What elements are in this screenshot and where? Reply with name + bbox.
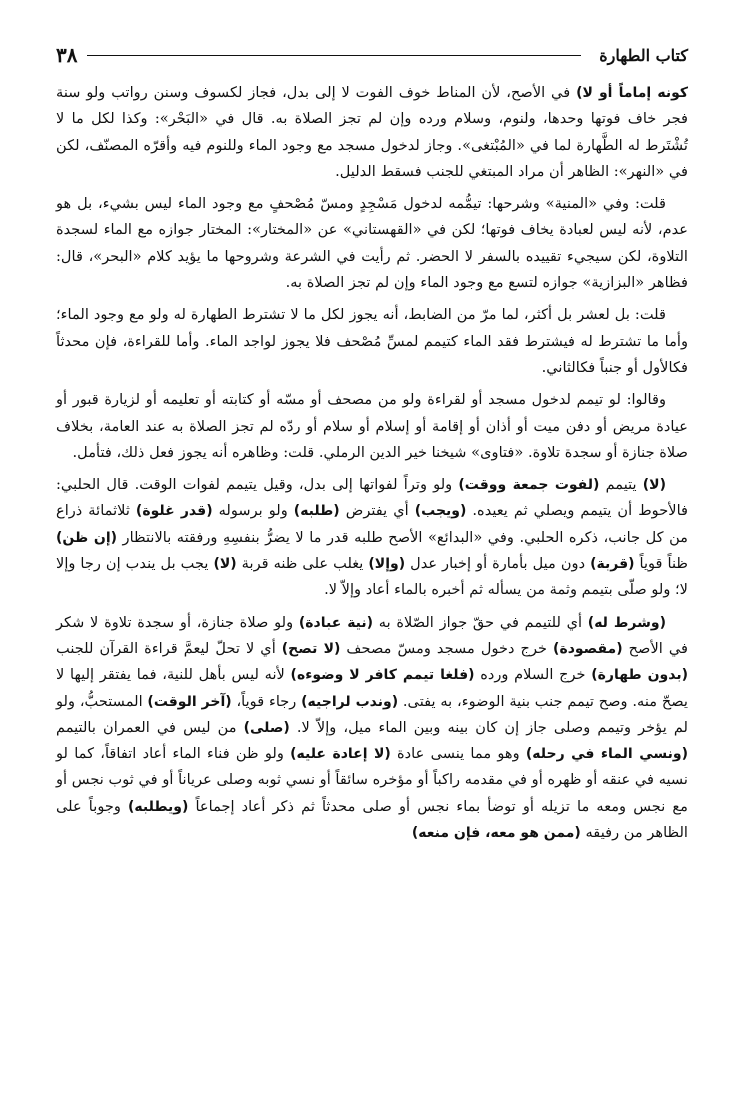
commentary-text: المستحبُّ، ولو لم يؤخر وتيمم وصلى جاز إن كان بينه وبين الماء ميل، وإلاّ لا. [56,692,688,736]
commentary-text: يتيمم [599,476,643,494]
matn-text: (لا إعادة عليه) [290,746,391,763]
matn-text: (لا) [213,556,237,573]
matn-text: كونه إماماً أو لا) [576,85,688,101]
commentary-text: من ليس في العمران بالتيمم [56,718,244,736]
matn-text: (لا تصح) [281,640,341,657]
matn-text: (لا) [642,477,667,494]
matn-text: (ممن هو معه، فإن منعه) [411,825,581,842]
commentary-text: وجوباً على الظاهر من رفيقه [56,797,688,842]
matn-text: (صلى) [243,719,290,736]
matn-text: (لفوت جمعة ووقت) [458,477,600,494]
commentary-text: ولو برسوله [212,502,294,520]
matn-text: (آخر الوقت) [147,693,232,710]
commentary-text: وقالوا: لو تيمم لدخول مسجد أو لقراءة ولو من مصحف أو مسّه أو كتابته أو تعليمه أو لزيارة قبور أو عيادة مريض أو دفن ميت أو أذان أو إقامة أو إسلام أو سلام أو ردّه لم تجز الصلاة به عند العامة، بخلاف صلاة جنازة أو سجدة تلاوة. «فتاوى» شيخنا خير الدين الرملي. قلت: وظاهره أنه يجوز فعل ذلك، فتأمل. [56,391,688,461]
commentary-text: قلت: وفي «المنية» وشرحها: تيمُّمه لدخول مَسْجِدٍ ومسّ مُصْحفٍ مع وجود الماء ليس بشيء، بل هو عدم، لأنه ليس لعبادة يخاف فوتها؛ لكن في «القهستاني» عن «المختار»: المختار جوازه مع الماء لسجدة التلاوة، لكن سيجيء تقييده بالسفر لا الحضر. ثم رأيت في الشرعة وشروحها ما يؤيد كلام «البحر»، قال: فظاهر «البزازية» جوازه لتسع مع وجود الماء وإن لم تجز الصلاة به. [56,195,688,292]
commentary-text: لأنه ليس بأهل للنية، فما يفتقر إليها لا يصحّ منه. وصح تيمم جنب بنية الوضوء، به يفتى. [56,666,688,710]
commentary-text: دون ميل بأمارة أو إخبار عدل [405,555,591,573]
commentary-text: قلت: بل لعشر بل أكثر، لما مرّ من الضابط، أنه يجوز لكل ما لا تشترط الطهارة له ولو مع وجود الماء؛ وأما ما تشترط له فيشترط فقد الماء كتيمم لمسِّ مُصْحف فلا يجوز لواجد الماء. وأما للقراءة، فإن محدثاً فكالأول أو جنباً فكالثاني. [56,306,688,376]
header-rule [87,55,581,56]
matn-text: (وإلا) [368,556,406,573]
commentary-text: خرج السلام ورده [474,666,592,684]
chapter-title: كتاب الطهارة [599,45,688,65]
commentary-text: يجب بل يندب إن رجا وإلا لا؛ ولو صلّى بتيمم وثمة من يسأله ثم أخبره بالماء أعاد وإلاّ لا. [56,555,688,599]
matn-text: (ونسي الماء في رحله) [525,746,688,763]
matn-text: (طلبه) [293,503,340,520]
paragraph [56,610,688,847]
running-header [56,40,688,70]
matn-text: (وندب لراجيه) [301,693,399,710]
paragraph [56,387,688,466]
commentary-text: خرج دخول مسجد ومسّ مصحف [340,639,554,657]
commentary-text: ولو وتراً لفواتها إلى بدل، وقيل يتيمم لفوات الوقت. قال الحلبي: فالأحوط أن يتيمم ويصلي ثم يعيده. [56,476,688,520]
paragraph [56,472,688,603]
matn-text: (قدر غلوة) [135,503,213,520]
matn-text: (مقصودة) [553,640,623,657]
commentary-text: أي لا تحلّ ليعمَّ قراءة القرآن للجنب [56,639,282,657]
commentary-text: ولو ظن فناء الماء أعاد اتفاقاً، كما لو نسيه في عنقه أو ظهره أو في مقدمه راكباً أو مؤخره سائقاً أو نسي ثوبه وصلى عرياناً أو في ثوب نجس أو مع نجس ومعه ما تزيله أو توضأ بماء نجس أو صلى محدثاً ثم ذكر أعاد إجماعاً [56,745,688,815]
paragraph [56,80,688,185]
page-number: ٣٨ [56,43,78,67]
commentary-text: ثلاثمائة ذراع من كل جانب، ذكره الحلبي. وفي «البدائع» الأصح طلبه قدر ما لا يضرُّ بنفسِهِ ورفقته بالانتظار [56,502,688,546]
commentary-text: أي يفترض [339,502,415,520]
commentary-text: في الأصح، لأن المناط خوف الفوت لا إلى بدل، فجاز لكسوف وسنن رواتب ولو سنة فجر خاف فوتها وحدها، ولنوم، وسلام ورده وإن لم تجز الصلاة به. قال في «البَحْر»: وكذا لكل ما لا تُشْتَرط له الطَّهارة لما في «المُبْتغى». وجاز لدخول مسجد مع وجود الماء وللنوم فيه وأقرّه المصنّف، لكن في «النهر»: الظاهر أن مراد المبتغي للجنب فسقط الدليل. [56,84,688,180]
commentary-text: ظناً قوياً [634,555,688,573]
commentary-text: يغلب على ظنه قربة [236,555,369,573]
commentary-text: أي للتيمم في حقّ جواز الصّلاة به [373,613,588,631]
matn-text: (ويطلبه) [128,798,189,815]
matn-text: (بدون طهارة) [591,667,688,684]
matn-text: (قربة) [590,556,635,573]
paragraph [56,302,688,381]
commentary-text: رجاء قوياً، [231,692,302,710]
commentary-text: ولو صلاة جنازة، أو سجدة تلاوة لا شكر في الأصح [56,613,688,657]
paragraph [56,191,688,296]
commentary-text: وهو مما ينسى عادة [390,745,526,763]
matn-text: (نية عبادة) [298,614,374,631]
matn-text: (فلغا تيمم كافر لا وضوءه) [290,667,475,684]
matn-text: (وشرط له) [587,614,666,631]
page-body [56,80,688,1085]
matn-text: (إن ظن) [56,529,118,546]
matn-text: (ويجب) [414,503,467,520]
